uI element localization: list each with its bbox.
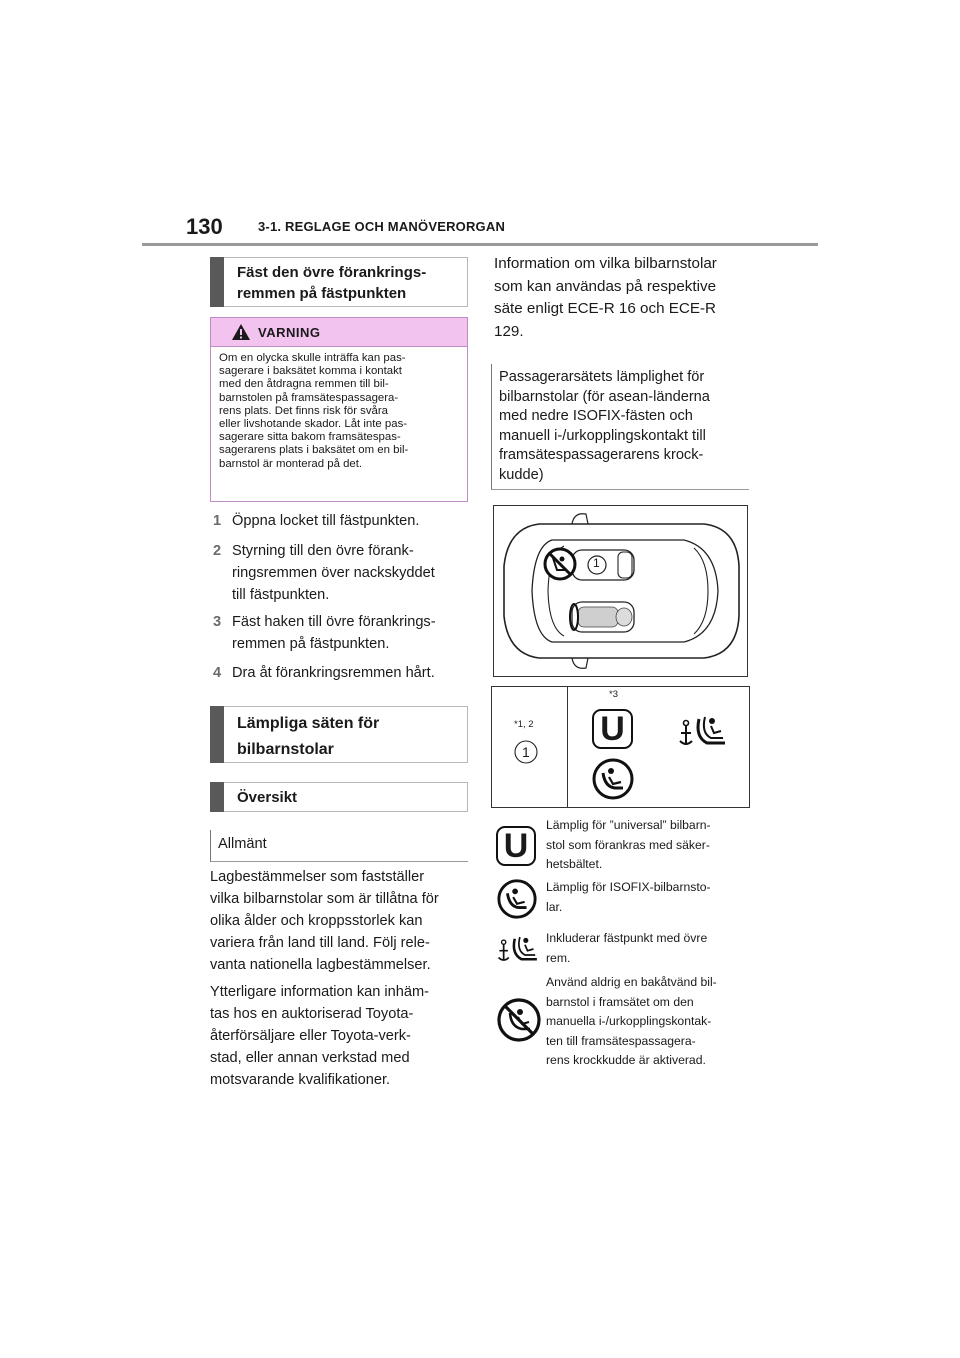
paragraph-seat-info: Information om vilka bilbarnstolar som kan användas på respektive säte enligt ECE-R 16 och ECE-R 129. bbox=[494, 255, 717, 340]
step-text: Styrning till den övre förank- ringsremmen över nackskyddet till fästpunkten. bbox=[232, 543, 435, 603]
legend-text: Lämplig för ”universal” bilbarn- stol som förankras med säker- hetsbältet. bbox=[546, 818, 711, 871]
legend-item-isofix bbox=[496, 878, 752, 924]
car-outline-drawing bbox=[494, 506, 747, 676]
seat-suitability-table bbox=[491, 686, 750, 808]
step-1 bbox=[213, 510, 468, 532]
universal-icon bbox=[496, 826, 536, 866]
paragraph-more-info: Ytterligare information kan inhäm- tas hos en auktoriserad Toyota- återförsäljare eller Toyota-verk- stad, eller annan verkstad med motsvarande kvalifikationer. bbox=[210, 984, 430, 1088]
prohibited-rear-facing-icon bbox=[496, 997, 542, 1043]
heading-suitable-seats bbox=[210, 706, 468, 763]
legend-item-prohibited bbox=[496, 973, 752, 1073]
footnote-left: *1, 2 bbox=[514, 719, 534, 730]
subsection-general bbox=[210, 830, 468, 862]
top-tether-icon bbox=[677, 711, 731, 751]
page-number: 130 bbox=[186, 214, 223, 239]
subsection-passenger-seat-text: Passagerarsätets lämplighet för bilbarnstolar (för asean-länderna med nedre ISOFIX-fästen och manuell i-/urkopplingskontakt till framsätespassagerarens krock- kudde) bbox=[499, 369, 710, 483]
step-3 bbox=[213, 611, 468, 655]
legend-text: Inkluderar fästpunkt med övre rem. bbox=[546, 931, 708, 965]
footnote-right: *3 bbox=[609, 689, 618, 700]
legend-text: Använd aldrig en bakåtvänd bil- barnstol i framsätet om den manuella i-/urkopplingskontak- ten till framsätespassagera- rens krockkudde är aktiverad. bbox=[546, 975, 717, 1067]
step-text: Öppna locket till fästpunkten. bbox=[232, 513, 420, 529]
heading-attach-text: Fäst den övre förankrings- remmen på fästpunkten bbox=[237, 264, 427, 302]
step-number: 2 bbox=[213, 543, 222, 559]
heading-bar bbox=[210, 782, 224, 812]
paragraph-regulations: Lagbestämmelser som fastställer vilka bilbarnstolar som är tillåtna för olika ålder och kroppsstorlek kan variera från land till land. Följ rele- vanta nationella lagbestämmelser. bbox=[210, 869, 439, 973]
warning-header bbox=[211, 318, 467, 347]
heading-bar bbox=[210, 257, 224, 307]
step-text: Dra åt förankringsremmen hårt. bbox=[232, 665, 435, 681]
subsection-passenger-seat bbox=[491, 364, 749, 490]
heading-bar bbox=[210, 706, 224, 763]
warning-triangle-icon bbox=[231, 323, 251, 341]
table-divider bbox=[567, 687, 568, 807]
legend-item-universal bbox=[496, 816, 752, 876]
diagram-seat-label: 1 bbox=[593, 556, 600, 570]
universal-letter: U bbox=[600, 710, 625, 748]
step-4 bbox=[213, 662, 468, 684]
warning-title: VARNING bbox=[258, 325, 321, 340]
heading-suitable-text: Lämpliga säten för bilbarnstolar bbox=[237, 715, 380, 758]
car-top-view-diagram bbox=[493, 505, 748, 677]
table-row-label: 1 bbox=[522, 744, 530, 760]
heading-overview bbox=[210, 782, 468, 812]
step-text: Fäst haken till övre förankrings- remmen på fästpunkten. bbox=[232, 614, 436, 652]
header-rule bbox=[142, 243, 818, 246]
legend-text: Lämplig för ISOFIX-bilbarnsto- lar. bbox=[546, 880, 711, 914]
section-title: 3-1. REGLAGE OCH MANÖVERORGAN bbox=[258, 219, 506, 234]
subsection-general-text: Allmänt bbox=[218, 836, 267, 852]
warning-box bbox=[210, 317, 468, 502]
step-2 bbox=[213, 540, 468, 606]
top-tether-icon bbox=[496, 931, 542, 967]
isofix-icon bbox=[496, 878, 538, 920]
step-number: 1 bbox=[213, 513, 222, 529]
step-number: 3 bbox=[213, 614, 222, 630]
isofix-icon bbox=[591, 757, 635, 801]
step-number: 4 bbox=[213, 665, 222, 681]
heading-overview-text: Översikt bbox=[237, 789, 298, 806]
universal-icon bbox=[592, 709, 633, 749]
universal-letter: U bbox=[503, 827, 529, 865]
heading-attach-tether bbox=[210, 257, 468, 307]
legend-item-top-tether bbox=[496, 929, 752, 971]
warning-text: Om en olycka skulle inträffa kan pas- sagerare i baksätet komma i kontakt med den åtdragna remmen till bil- barnstolen på framsätespassagera- rens plats. Det finns risk för svåra eller livshotande skador. Låt inte pas- sagerare sitta bakom framsätespas- sagerarens plats i baksätet om en bil- barnstol är monterad på det. bbox=[219, 352, 409, 470]
